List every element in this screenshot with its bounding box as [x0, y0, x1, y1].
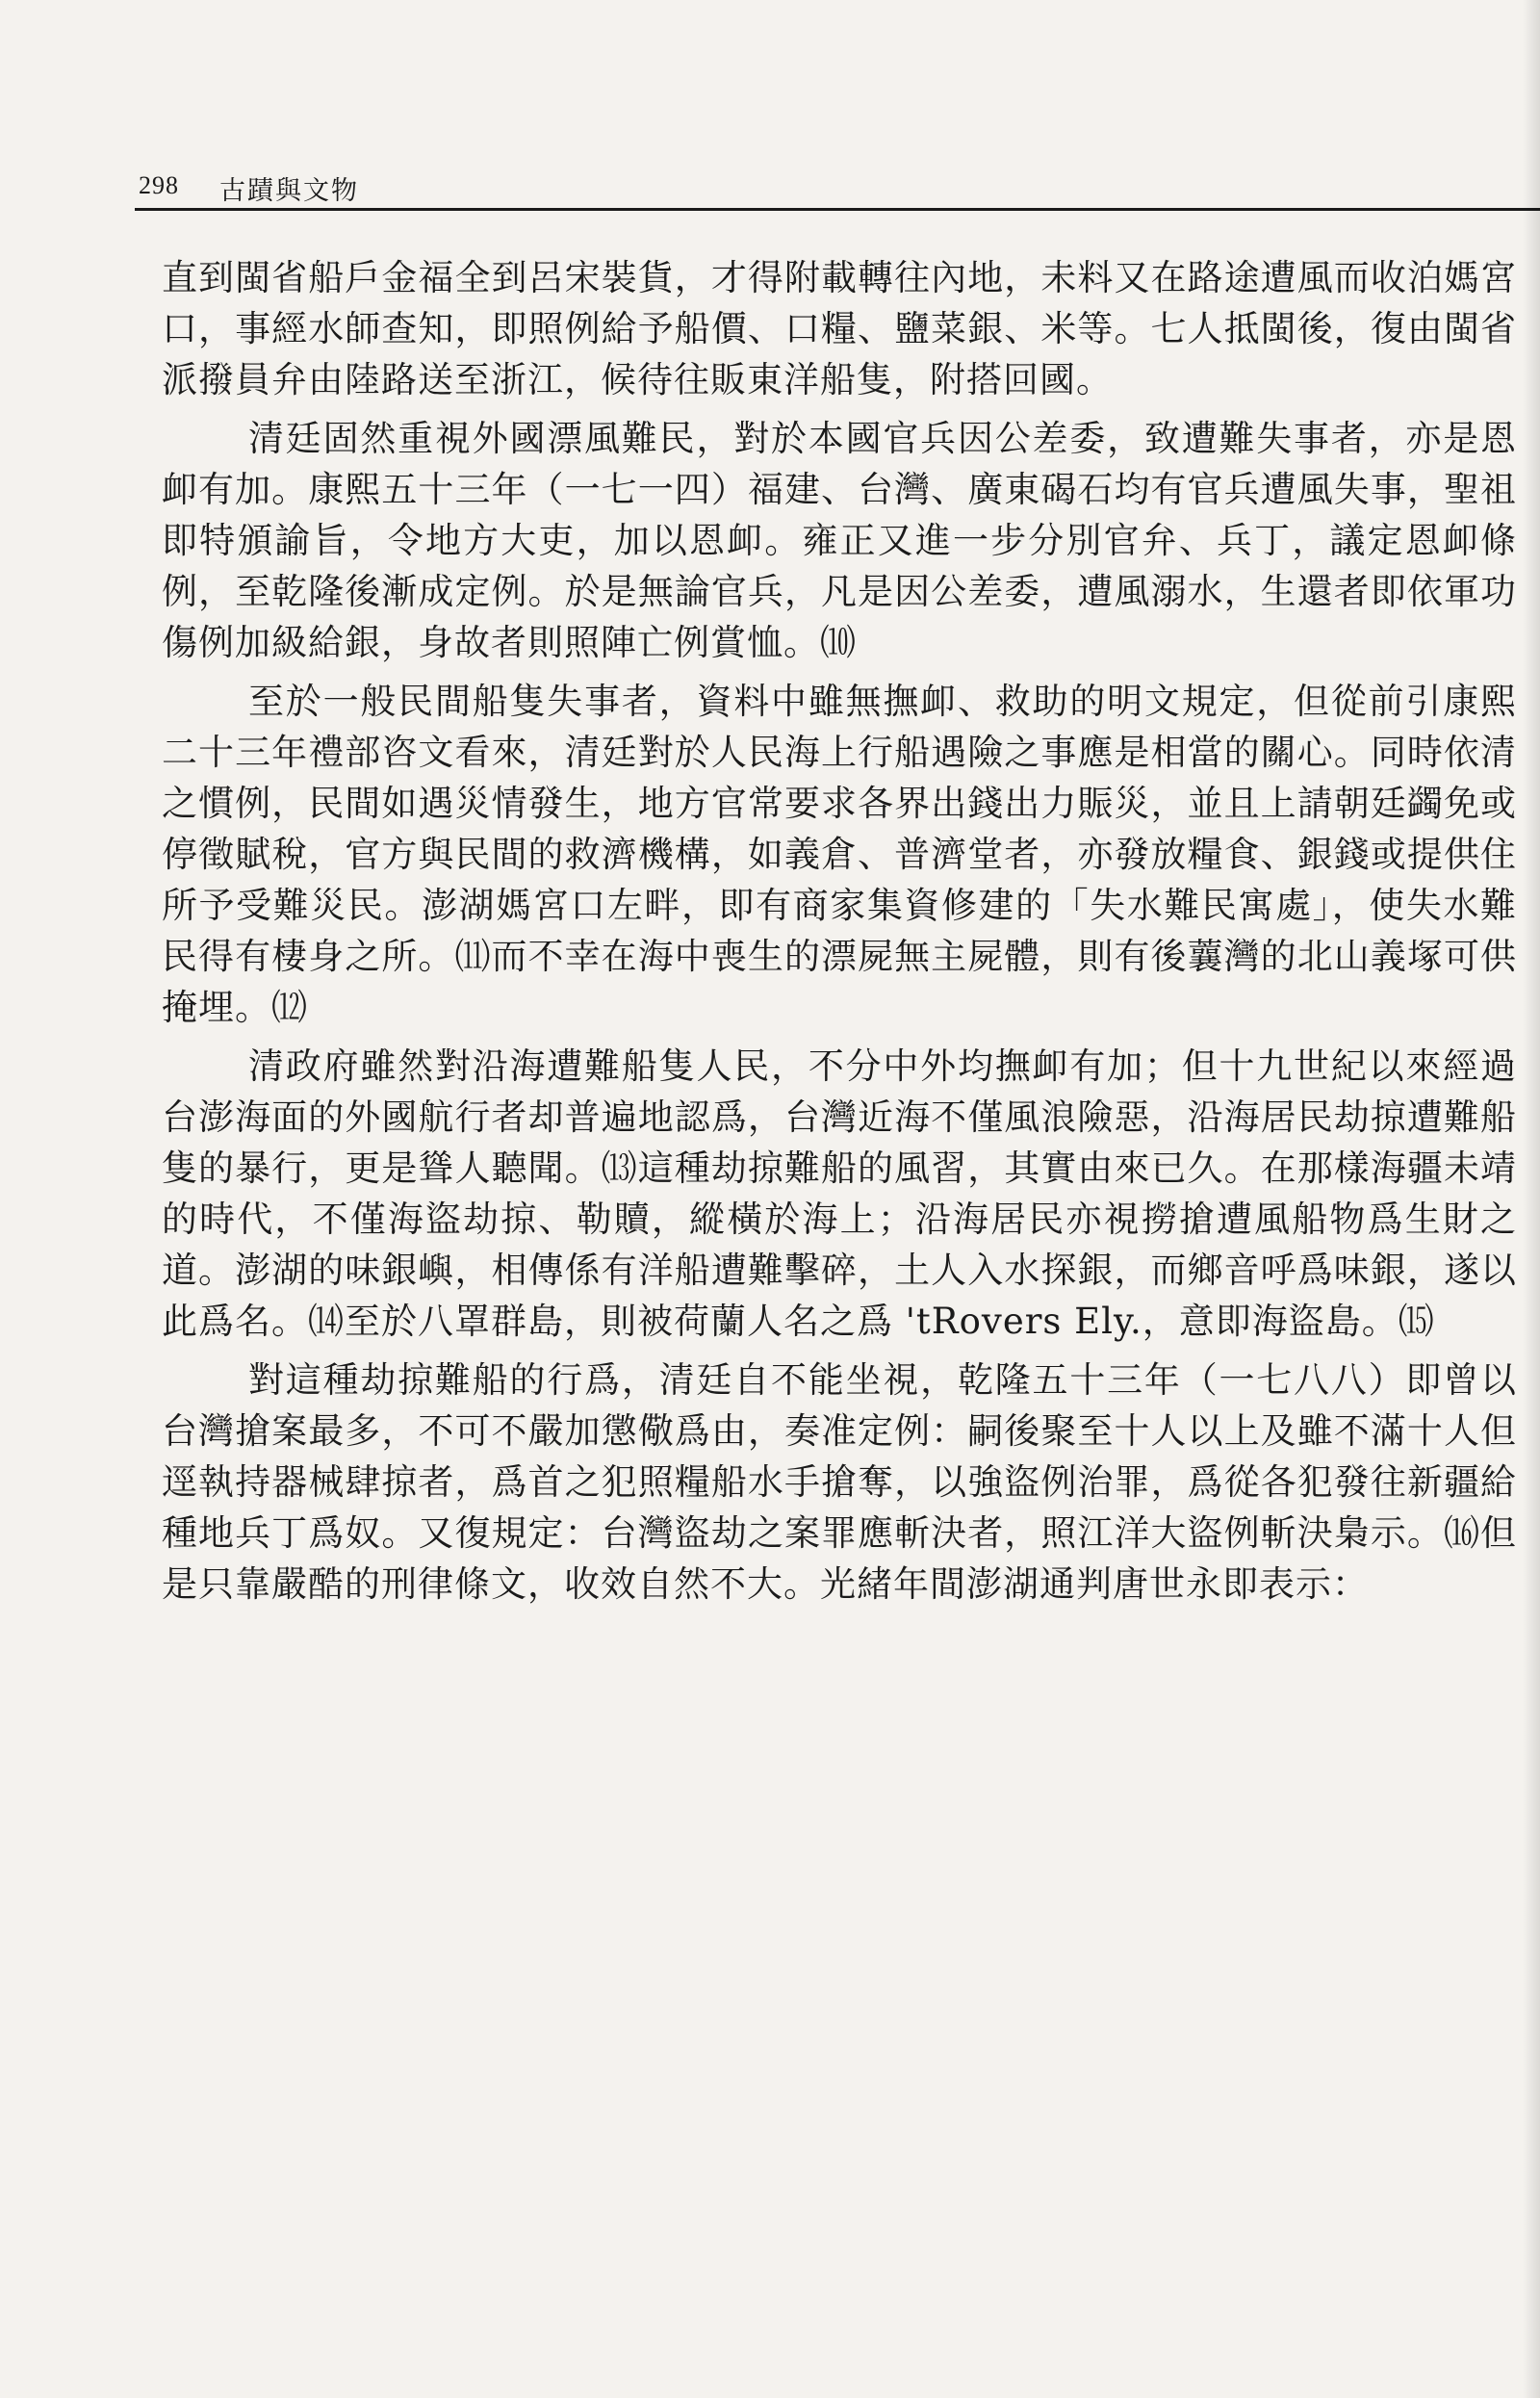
paragraph-2: 清廷固然重視外國漂風難民，對於本國官兵因公差委，致遭難失事者，亦是恩卹有加。康熙五十三年（一七一四）福建、台灣、廣東碣石均有官兵遭風失事，聖祖即特頒諭旨，令地方大吏，加以恩卹。雍正又進一步分別官弁、兵丁，議定恩卹條例，至乾隆後漸成定例。於是無論官兵，凡是因公差委，遭風溺水，生還者即依軍功傷例加級給銀，身故者則照陣亡例賞恤。⑽	[162, 418, 1517, 663]
paragraph-4: 清政府雖然對沿海遭難船隻人民，不分中外均撫卹有加；但十九世紀以來經過台澎海面的外國航行者却普遍地認爲，台灣近海不僅風浪險惡，沿海居民劫掠遭難船隻的暴行，更是聳人聽聞。⒀這種劫掠難船的風習，其實由來已久。在那樣海疆未靖的時代，不僅海盜劫掠、勒贖，縱橫於海上；沿海居民亦視撈搶遭風船物爲生財之道。澎湖的味銀嶼，相傳係有洋船遭難擊碎，土人入水探銀，而鄉音呼爲味銀，遂以此爲名。⒁至於八罩群島，則被荷蘭人名之爲 'tRovers Ely.，意即海盜島。⒂	[162, 1045, 1517, 1342]
body-text	[162, 252, 1517, 1610]
paragraph-5: 對這種劫掠難船的行爲，清廷自不能坐視，乾隆五十三年（一七八八）即曾以台灣搶案最多，不可不嚴加懲儆爲由，奏准定例：嗣後聚至十人以上及雖不滿十人但逕執持器械肆掠者，爲首之犯照糧船水手搶奪，以強盜例治罪，爲從各犯發往新疆給種地兵丁爲奴。又復規定：台灣盜劫之案罪應斬決者，照江洋大盜例斬決梟示。⒃但是只靠嚴酷的刑律條文，收效自然不大。光緒年間澎湖通判唐世永即表示：	[162, 1359, 1517, 1605]
running-title: 古蹟與文物	[219, 176, 359, 206]
header-rule	[135, 208, 1540, 211]
paragraph-1: 直到閩省船戶金福全到呂宋裝貨，才得附載轉往內地，未料又在路途遭風而收泊媽宮口，事經水師查知，即照例給予船價、口糧、鹽菜銀、米等。七人抵閩後，復由閩省派撥員弁由陸路送至浙江，候待往販東洋船隻，附搭回國。	[162, 257, 1517, 400]
page-header	[135, 166, 1540, 214]
paragraph-3: 至於一般民間船隻失事者，資料中雖無撫卹、救助的明文規定，但從前引康熙二十三年禮部咨文看來，清廷對於人民海上行船遇險之事應是相當的關心。同時依清之慣例，民間如遇災情發生，地方官常要求各界出錢出力賑災，並且上請朝廷蠲免或停徵賦稅，官方與民間的救濟機構，如義倉、普濟堂者，亦發放糧食、銀錢或提供住所予受難災民。澎湖媽宮口左畔，即有商家集資修建的「失水難民寓處」，使失水難民得有棲身之所。⑾而不幸在海中喪生的漂屍無主屍體，則有後蘘灣的北山義塚可供掩埋。⑿	[162, 681, 1517, 1028]
page-number: 298	[139, 171, 179, 199]
page-edge-shadow	[1523, 0, 1540, 2398]
